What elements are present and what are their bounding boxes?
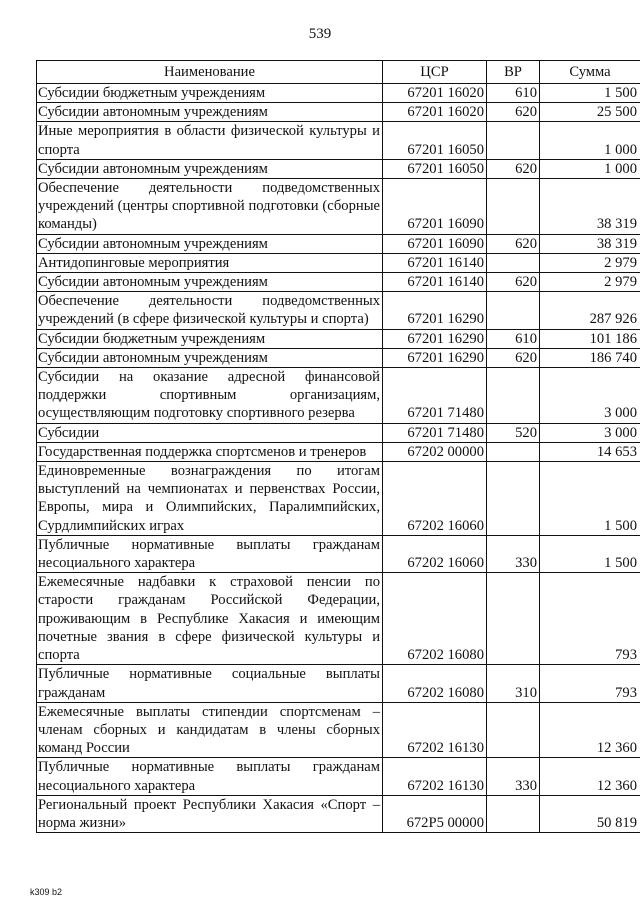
cell-name: Антидопинговые мероприятия bbox=[37, 253, 383, 272]
table-row bbox=[37, 702, 640, 758]
cell-csr: 67201 16050 bbox=[383, 159, 487, 178]
cell-name: Субсидии на оказание адресной финансовой поддержки спортивным организациям, осуществляющим подготовку спортивного резерва bbox=[37, 368, 383, 424]
header-csr: ЦСР bbox=[383, 61, 487, 84]
cell-csr: 672P5 00000 bbox=[383, 795, 487, 832]
cell-name: Региональный проект Республики Хакасия «Спорт – норма жизни» bbox=[37, 795, 383, 832]
cell-name: Субсидии автономным учреждениям bbox=[37, 273, 383, 292]
cell-vr: 620 bbox=[487, 348, 540, 367]
header-vr: ВР bbox=[487, 61, 540, 84]
cell-name: Субсидии автономным учреждениям bbox=[37, 103, 383, 122]
cell-vr: 310 bbox=[487, 665, 540, 702]
cell-name: Субсидии автономным учреждениям bbox=[37, 348, 383, 367]
cell-csr: 67201 16090 bbox=[383, 179, 487, 235]
cell-sum: 12 360 bbox=[540, 702, 640, 758]
cell-sum: 2 979 bbox=[540, 273, 640, 292]
cell-vr: 620 bbox=[487, 234, 540, 253]
cell-sum: 3 000 bbox=[540, 368, 640, 424]
cell-csr: 67201 16290 bbox=[383, 329, 487, 348]
cell-csr: 67201 16140 bbox=[383, 253, 487, 272]
cell-sum: 25 500 bbox=[540, 103, 640, 122]
footer-code: k309 b2 bbox=[30, 887, 63, 897]
cell-csr: 67202 16060 bbox=[383, 462, 487, 536]
cell-sum: 101 186 bbox=[540, 329, 640, 348]
cell-sum: 14 653 bbox=[540, 442, 640, 461]
cell-vr bbox=[487, 253, 540, 272]
cell-sum: 3 000 bbox=[540, 423, 640, 442]
cell-vr: 620 bbox=[487, 273, 540, 292]
cell-csr: 67201 16020 bbox=[383, 84, 487, 103]
cell-vr bbox=[487, 179, 540, 235]
cell-csr: 67202 16080 bbox=[383, 573, 487, 665]
cell-vr bbox=[487, 122, 540, 159]
page-number: 539 bbox=[308, 26, 332, 42]
cell-vr bbox=[487, 462, 540, 536]
cell-name: Обеспечение деятельности подведомственных учреждений (в сфере физической культуры и спорта) bbox=[37, 292, 383, 329]
table-row bbox=[37, 535, 640, 572]
cell-sum: 38 319 bbox=[540, 179, 640, 235]
table-row bbox=[37, 234, 640, 253]
cell-vr bbox=[487, 292, 540, 329]
header-sum: Сумма bbox=[540, 61, 640, 84]
cell-vr bbox=[487, 795, 540, 832]
table-row bbox=[37, 329, 640, 348]
cell-vr bbox=[487, 702, 540, 758]
cell-sum: 1 000 bbox=[540, 122, 640, 159]
table-row bbox=[37, 273, 640, 292]
cell-csr: 67202 16080 bbox=[383, 665, 487, 702]
cell-sum: 50 819 bbox=[540, 795, 640, 832]
cell-sum: 1 500 bbox=[540, 84, 640, 103]
cell-sum: 12 360 bbox=[540, 758, 640, 795]
table-row bbox=[37, 292, 640, 329]
cell-sum: 287 926 bbox=[540, 292, 640, 329]
cell-name: Иные мероприятия в области физической культуры и спорта bbox=[37, 122, 383, 159]
table-header-row bbox=[37, 61, 640, 84]
cell-csr: 67201 71480 bbox=[383, 423, 487, 442]
table-row bbox=[37, 122, 640, 159]
cell-name: Единовременные вознаграждения по итогам выступлений на чемпионатах и первенствах России, Европы, мира и Олимпийских, Паралимпийских, Сурдлимпийских играх bbox=[37, 462, 383, 536]
cell-name: Субсидии бюджетным учреждениям bbox=[37, 84, 383, 103]
table-row bbox=[37, 442, 640, 461]
cell-csr: 67201 16290 bbox=[383, 348, 487, 367]
cell-sum: 38 319 bbox=[540, 234, 640, 253]
table-row bbox=[37, 758, 640, 795]
cell-name: Субсидии bbox=[37, 423, 383, 442]
cell-csr: 67201 16020 bbox=[383, 103, 487, 122]
cell-sum: 186 740 bbox=[540, 348, 640, 367]
table-row bbox=[37, 159, 640, 178]
cell-csr: 67202 16130 bbox=[383, 702, 487, 758]
cell-vr: 610 bbox=[487, 329, 540, 348]
cell-vr: 620 bbox=[487, 103, 540, 122]
cell-vr bbox=[487, 573, 540, 665]
header-name: Наименование bbox=[37, 61, 383, 84]
cell-name: Ежемесячные выплаты стипендии спортсменам – членам сборных и кандидатам в члены сборных команд России bbox=[37, 702, 383, 758]
cell-csr: 67201 71480 bbox=[383, 368, 487, 424]
table-row bbox=[37, 462, 640, 536]
table-row bbox=[37, 423, 640, 442]
cell-csr: 67201 16050 bbox=[383, 122, 487, 159]
cell-csr: 67201 16140 bbox=[383, 273, 487, 292]
cell-sum: 1 500 bbox=[540, 535, 640, 572]
table-row bbox=[37, 179, 640, 235]
cell-csr: 67202 00000 bbox=[383, 442, 487, 461]
cell-vr: 520 bbox=[487, 423, 540, 442]
table-row bbox=[37, 84, 640, 103]
cell-sum: 2 979 bbox=[540, 253, 640, 272]
cell-vr bbox=[487, 368, 540, 424]
cell-name: Субсидии автономным учреждениям bbox=[37, 159, 383, 178]
table-row bbox=[37, 368, 640, 424]
cell-sum: 793 bbox=[540, 573, 640, 665]
table-row bbox=[37, 348, 640, 367]
cell-vr: 330 bbox=[487, 758, 540, 795]
cell-vr: 330 bbox=[487, 535, 540, 572]
cell-name: Публичные нормативные социальные выплаты гражданам bbox=[37, 665, 383, 702]
table-row bbox=[37, 795, 640, 832]
table-row bbox=[37, 573, 640, 665]
cell-vr bbox=[487, 442, 540, 461]
table-row bbox=[37, 103, 640, 122]
cell-csr: 67201 16290 bbox=[383, 292, 487, 329]
table-row bbox=[37, 253, 640, 272]
cell-vr: 620 bbox=[487, 159, 540, 178]
table-row bbox=[37, 665, 640, 702]
cell-name: Государственная поддержка спортсменов и тренеров bbox=[37, 442, 383, 461]
cell-sum: 1 500 bbox=[540, 462, 640, 536]
cell-name: Обеспечение деятельности подведомственных учреждений (центры спортивной подготовки (сборные команды) bbox=[37, 179, 383, 235]
cell-sum: 793 bbox=[540, 665, 640, 702]
cell-name: Субсидии автономным учреждениям bbox=[37, 234, 383, 253]
cell-sum: 1 000 bbox=[540, 159, 640, 178]
cell-name: Ежемесячные надбавки к страховой пенсии по старости гражданам Российской Федерации, проживающим в Республике Хакасия и имеющим почетные звания в сфере физической культуры и спорта bbox=[37, 573, 383, 665]
budget-table bbox=[36, 60, 640, 833]
cell-csr: 67202 16130 bbox=[383, 758, 487, 795]
cell-csr: 67201 16090 bbox=[383, 234, 487, 253]
cell-name: Публичные нормативные выплаты гражданам несоциального характера bbox=[37, 758, 383, 795]
cell-vr: 610 bbox=[487, 84, 540, 103]
cell-csr: 67202 16060 bbox=[383, 535, 487, 572]
cell-name: Субсидии бюджетным учреждениям bbox=[37, 329, 383, 348]
cell-name: Публичные нормативные выплаты гражданам несоциального характера bbox=[37, 535, 383, 572]
